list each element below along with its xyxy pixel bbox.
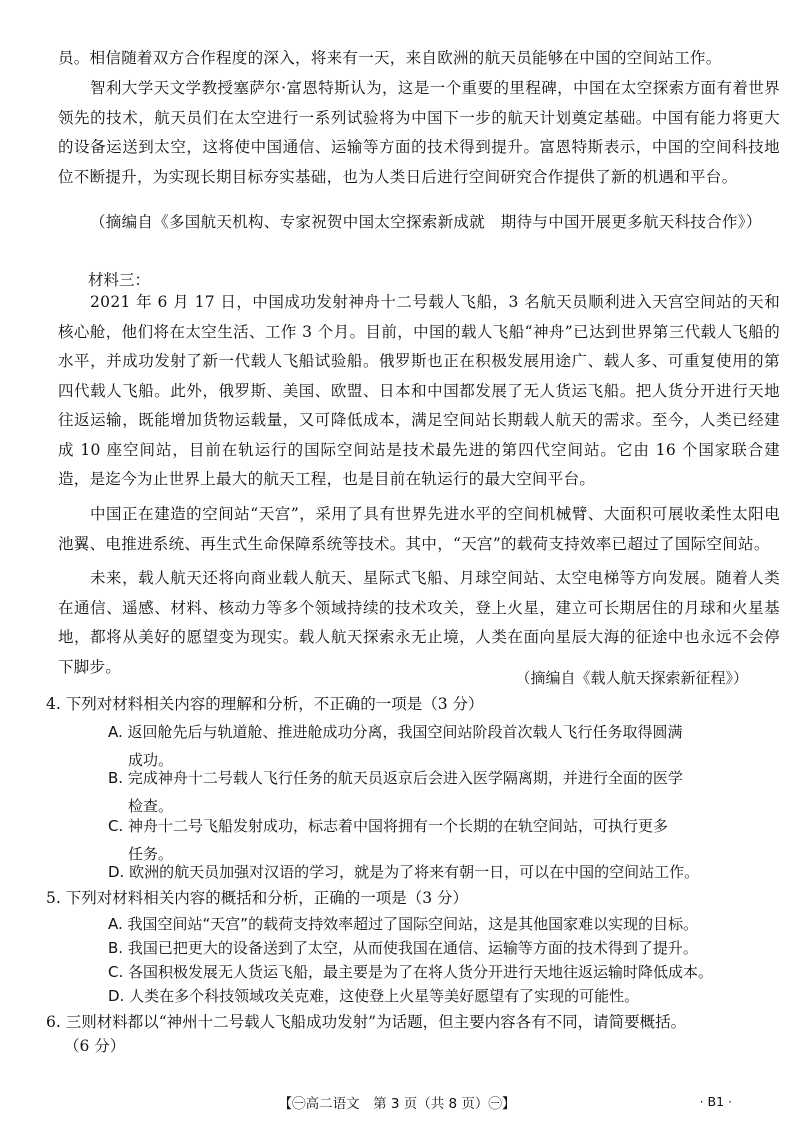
- material-3-paragraph-3: 未来，载人航天还将向商业载人航天、星际式飞船、月球空间站、太空电梯等方向发展。随着人类在通信、遥感、材料、核动力等多个领域持续的技术攻关，登上火星，建立可长期居住的月球和火星基地，都将从美好的愿望变为现实。载人航天探索永无止境，人类在面向星辰大海的征途中也永远不会停下脚步。: [58, 569, 780, 676]
- option-text-continued: 检查。: [128, 797, 174, 815]
- question-4-option-d[interactable]: D. 欧洲的航天员加强对汉语的学习，就是为了将来有朝一日，可以在中国的空间站工作。: [108, 863, 700, 881]
- material-3-paragraph-2: 中国正在建造的空间站“天宫”，采用了具有世界先进水平的空间机械臂、大面积可展收柔性太阳电池翼、电推进系统、再生式生命保障系统等技术。其中，“天宫”的载荷支持效率已超过了国际空间站。: [58, 505, 780, 553]
- question-5-stem: 5. 下列对材料相关内容的概括和分析，正确的一项是（3 分）: [46, 889, 469, 907]
- question-5-option-d[interactable]: D. 人类在多个科技领域攻关克难，这使登上火星等美好愿望有了实现的可能性。: [108, 987, 640, 1005]
- paragraph-expert-opinion: 智利大学天文学教授塞萨尔·富恩特斯认为，这是一个重要的里程碑，中国在太空探索方面有着世界领先的技术，航天员们在太空进行一系列试验将为中国下一步的航天计划奠定基础。中国有能力将更大的设备运送到太空，这将使中国通信、运输等方面的技术得到提升。富恩特斯表示，中国的空间科技地位不断提升，为实现长期目标夯实基础，也为人类日后进行空间研究合作提供了新的机遇和平台。: [58, 79, 780, 186]
- question-5-option-b[interactable]: B. 我国已把更大的设备送到了太空，从而使我国在通信、运输等方面的技术得到了提升。: [108, 939, 698, 957]
- question-5-option-c[interactable]: C. 各国积极发展无人货运飞船，最主要是为了在将人货分开进行天地往返运输时降低成本。: [108, 963, 714, 981]
- option-text: A. 返回舱先后与轨道舱、推进舱成功分离，我国空间站阶段首次载人飞行任务取得圆满: [108, 723, 683, 741]
- paper-code: · B1 ·: [699, 1094, 732, 1109]
- question-6-points: （6 分）: [64, 1037, 126, 1055]
- source-citation-2: （摘编自《多国航天机构、专家祝贺中国太空探索新成就 期待与中国开展更多航天科技合作》）: [90, 213, 762, 231]
- option-text-continued: 任务。: [128, 845, 174, 863]
- question-5-option-a[interactable]: A. 我国空间站“天宫”的载荷支持效率超过了国际空间站，这是其他国家难以实现的目标。: [108, 915, 699, 933]
- material-3-paragraph-1: 2021 年 6 月 17 日，中国成功发射神舟十二号载人飞船，3 名航天员顺利进入天宫空间站的天和核心舱，他们将在太空生活、工作 3 个月。目前，中国的载人飞船“神舟”已达到世界第三代载人飞船的水平，并成功发射了新一代载人飞船试验船。俄罗斯也正在积极发展用途广、载人多、可重复使用的第四代载人飞船。此外，俄罗斯、美国、欧盟、日本和中国都发展了无人货运飞船。把人货分开进行天地往返运输，既能增加货物运载量，又可降低成本，满足空间站长期载人航天的需求。至今，人类已经建成 10 座空间站，目前在轨运行的国际空间站是技术最先进的第四代空间站。它由 16 个国家联合建造，是迄今为止世界上最大的航天工程，也是目前在轨运行的最大空间平台。: [58, 293, 780, 488]
- question-6-stem: 6. 三则材料都以“神州十二号载人飞船成功发射”为话题，但主要内容各有不同，请简要概括。: [46, 1013, 687, 1031]
- option-text-continued: 成功。: [128, 751, 174, 769]
- option-text: C. 神舟十二号飞船发射成功，标志着中国将拥有一个长期的在轨空间站，可执行更多: [108, 817, 669, 835]
- source-citation-3: （摘编自《载人航天探索新征程》）: [515, 669, 748, 687]
- page-footer: 【㊀高二语文 第 3 页（共 8 页）㊀】: [278, 1096, 516, 1112]
- option-text: B. 完成神舟十二号载人飞行任务的航天员返京后会进入医学隔离期，并进行全面的医学: [108, 769, 683, 787]
- paragraph-intro-end: 员。相信随着双方合作程度的深入，将来有一天，来自欧洲的航天员能够在中国的空间站工作。: [58, 49, 722, 67]
- question-4-stem: 4. 下列对材料相关内容的理解和分析，不正确的一项是（3 分）: [46, 695, 484, 713]
- material-3-heading: 材料三：: [88, 271, 151, 289]
